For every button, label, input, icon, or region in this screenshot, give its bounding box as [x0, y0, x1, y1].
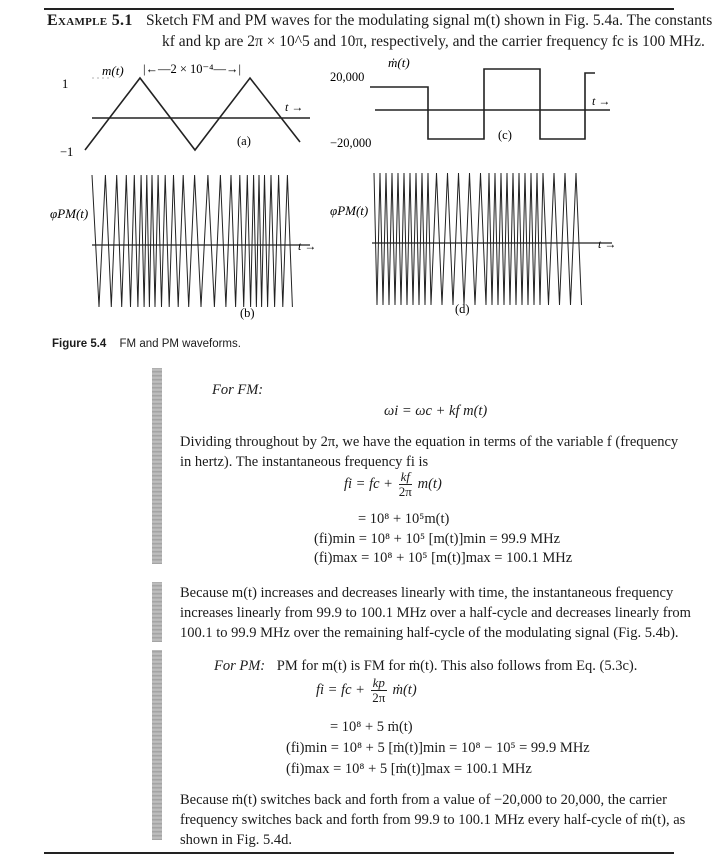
fm-sidebar	[152, 368, 162, 564]
figure-caption-label: Figure 5.4	[52, 338, 107, 350]
fm-eq-fmax: (fi)max = 10⁸ + 10⁵ [m(t)]max = 100.1 MHz	[314, 550, 573, 566]
pm-heading-rest: PM for m(t) is FM for ṁ(t). This also follows from Eq. (5.3c).	[276, 658, 638, 674]
pm-eq-fi-num: kp	[372, 675, 385, 690]
pm-para-line2: frequency switches back and forth from 99.9 to 100.1 MHz every half-cycle of ṁ(t), as	[180, 812, 686, 828]
fm-eq-fi-den: 2π	[398, 484, 412, 499]
panel-a	[60, 62, 310, 159]
pm-eq-fi-rhs: ṁ(t)	[392, 681, 417, 698]
panel-c-tag: (c)	[498, 128, 512, 142]
fm-eq-fi-rhs: m(t)	[417, 475, 442, 492]
panel-b	[50, 175, 316, 320]
panel-c-ylabel: ṁ(t)	[388, 55, 410, 70]
panel-b-fm-wave	[92, 175, 292, 307]
problem-line-1: Sketch FM and PM waves for the modulating signal m(t) shown in Fig. 5.4a. The constants	[146, 12, 713, 29]
fm-eq-fi-frac	[399, 470, 412, 499]
fm-para2-sidebar	[152, 582, 162, 642]
panel-a-t-arrow: t →	[285, 100, 304, 114]
panel-a-ylabel: m(t)	[102, 63, 124, 78]
fm-eq-fi-numeric: = 10⁸ + 10⁵m(t)	[358, 511, 450, 527]
panel-c	[330, 55, 610, 150]
panel-d-tag: (d)	[455, 302, 470, 316]
panel-c-ymin: −20,000	[330, 136, 372, 150]
pm-eq-fi-numeric: = 10⁸ + 5 ṁ(t)	[330, 719, 413, 735]
problem-line-2: kf and kp are 2π × 10^5 and 10π, respectively, and the carrier frequency fc is 100 MHz.	[162, 33, 705, 50]
figure-caption-text: FM and PM waveforms.	[119, 338, 241, 350]
panel-a-period: |←—2 × 10⁻⁴—→|	[143, 62, 242, 76]
panel-b-ylabel: φPM(t)	[50, 206, 89, 221]
panel-a-triangle-wave	[85, 78, 300, 150]
fm-heading: For FM:	[212, 382, 264, 398]
fm-eq-fi-lhs: fi = fc +	[344, 475, 397, 492]
panel-c-square-wave	[370, 69, 595, 139]
pm-eq-fi-lhs: fi = fc +	[316, 681, 369, 698]
pm-para-line1: Because ṁ(t) switches back and forth from a value of −20,000 to 20,000, the carrier	[180, 792, 667, 808]
panel-a-ymax: 1	[62, 77, 69, 91]
panel-b-t-arrow: t →	[298, 239, 317, 253]
fm-eq-fi	[344, 470, 442, 499]
pm-heading: For PM:	[214, 658, 266, 674]
fm-eq-fmin: (fi)min = 10⁸ + 10⁵ [m(t)]min = 99.9 MHz	[314, 531, 561, 547]
bottom-rule	[44, 852, 674, 854]
panel-c-ymax: 20,000	[330, 70, 365, 84]
pm-heading-line	[214, 656, 637, 676]
pm-eq-fmin: (fi)min = 10⁸ + 5 [ṁ(t)]min = 10⁸ − 10⁵ = 99.9 MHz	[286, 740, 590, 756]
panel-a-ymin: −1	[60, 145, 74, 159]
fm-eq-fi-num: kf	[400, 469, 410, 484]
panel-d-ylabel: φPM(t)	[330, 203, 369, 218]
fm-para2-line2: increases linearly from 99.9 to 100.1 MHz over a half-cycle and decreases linearly from	[180, 605, 691, 621]
pm-eq-fmax: (fi)max = 10⁸ + 5 [ṁ(t)]max = 100.1 MHz	[286, 761, 532, 777]
fm-eq-omega: ωi = ωc + kf m(t)	[384, 403, 488, 419]
pm-eq-fi-den: 2π	[372, 690, 386, 705]
fm-para2-line3: 100.1 to 99.9 MHz over the remaining half-cycle of the modulating signal (Fig. 5.4b).	[180, 625, 679, 641]
panel-a-tag: (a)	[237, 134, 251, 148]
fm-para1-line1: Dividing throughout by 2π, we have the equation in terms of the variable f (frequency	[180, 434, 679, 450]
panel-b-tag: (b)	[240, 306, 255, 320]
panel-d-t-arrow: t →	[598, 237, 617, 251]
pm-sidebar	[152, 650, 162, 840]
example-label: Example 5.1	[47, 12, 133, 29]
pm-para-line3: shown in Fig. 5.4d.	[180, 832, 292, 848]
pm-eq-fi-frac	[371, 676, 387, 705]
panel-d-pm-wave	[374, 173, 582, 305]
panel-d	[330, 173, 616, 316]
panel-c-t-arrow: t →	[592, 94, 611, 108]
pm-eq-fi	[316, 676, 417, 705]
figure-caption	[52, 338, 241, 350]
fm-para2-line1: Because m(t) increases and decreases linearly with time, the instantaneous frequency	[180, 585, 674, 601]
fm-para1-line2: in hertz). The instantaneous frequency fi is	[180, 454, 429, 470]
figure-5-4	[0, 55, 722, 355]
